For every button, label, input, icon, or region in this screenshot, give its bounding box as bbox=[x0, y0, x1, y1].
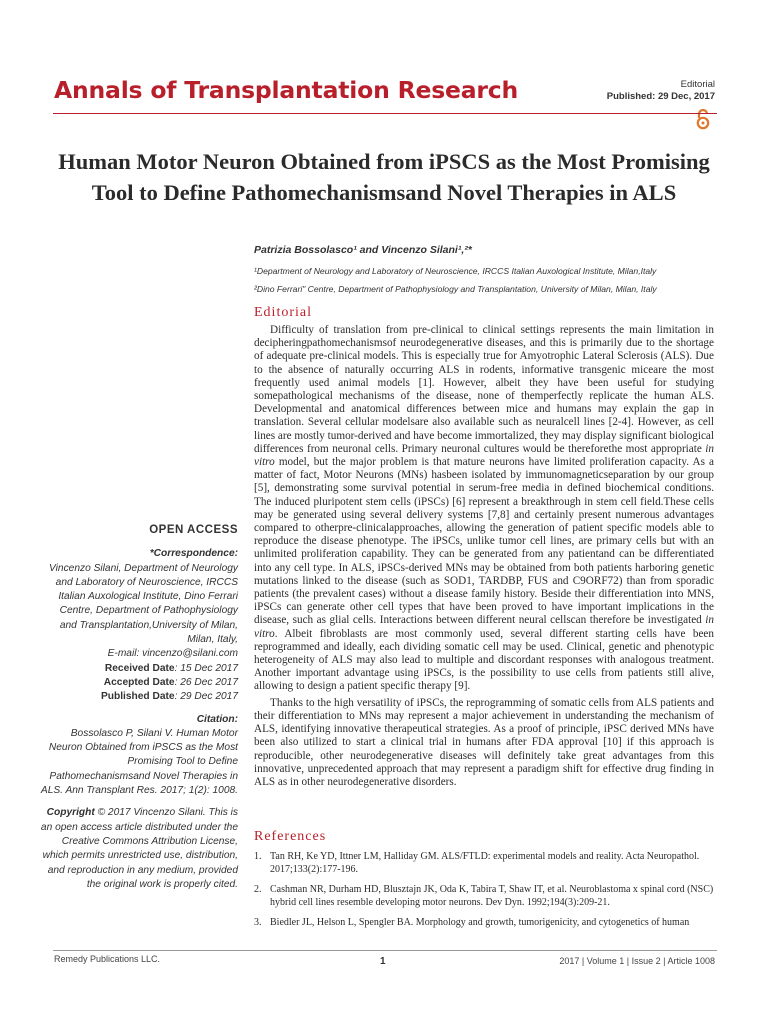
copyright bbox=[40, 806, 238, 892]
received-value: : 15 Dec 2017 bbox=[174, 662, 238, 674]
received-date bbox=[40, 662, 238, 676]
article-type: Editorial bbox=[680, 79, 715, 90]
published-label: Published Date bbox=[100, 691, 175, 703]
affiliation-2: ²Dino Ferrari" Centre, Department of Pathophysiology and Transplantation, University of Milan, Milan, Italy bbox=[254, 284, 657, 294]
citation-text: Bossolasco P, Silani V. Human Motor Neuron Obtained from iPSCS as the Most Promising Tool to Define Pathomechanismsand Novel Therapies in ALS. Ann Transplant Res. 2017; 1(2): 1008. bbox=[40, 727, 238, 797]
reference-text: Cashman NR, Durham HD, Blusztajn JK, Oda K, Tabira T, Shaw IT, et al. Neuroblastoma x spinal cord (NSC) hybrid cell lines resemble developing motor neurons. Dev Dyn. 1992;194(3):209-21. bbox=[270, 884, 714, 908]
authors: Patrizia Bossolasco¹ and Vincenzo Silani¹,²* bbox=[254, 244, 472, 256]
article-sidebar bbox=[40, 523, 238, 892]
article-title: Human Motor Neuron Obtained from iPSCS as the Most Promising Tool to Define Pathomechanismsand Novel Therapies in ALS bbox=[58, 149, 710, 205]
footer-rule bbox=[53, 950, 717, 951]
copyright-text: © 2017 Vincenzo Silani. This is an open access article distributed under the Creative Commons Attribution License, which permits unrestricted use, distribution, and reproduction in any medium, provided the original work is properly cited. bbox=[40, 807, 238, 890]
section-heading-editorial: Editorial bbox=[254, 305, 312, 320]
copyright-label: Copyright bbox=[46, 807, 95, 819]
section-heading-references: References bbox=[254, 829, 327, 844]
reference-number: 3. bbox=[254, 917, 262, 928]
reference-item bbox=[254, 884, 714, 909]
correspondence-label: *Correspondence: bbox=[149, 548, 238, 560]
accepted-value: : 26 Dec 2017 bbox=[174, 676, 238, 688]
publisher: Remedy Publications LLC. bbox=[54, 954, 161, 964]
accepted-label: Accepted Date bbox=[103, 676, 175, 688]
email: E-mail: vincenzo@silani.com bbox=[107, 648, 238, 660]
published-date-sidebar bbox=[40, 690, 238, 704]
header-rule bbox=[53, 113, 717, 114]
open-access-lock-icon bbox=[695, 108, 711, 130]
spacer bbox=[40, 798, 238, 806]
reference-text: Tan RH, Ke YD, Ittner LM, Halliday GM. ALS/FTLD: experimental models and reality. Acta Neuropathol. 2017;133(2):177-196. bbox=[270, 851, 700, 875]
open-access-label: OPEN ACCESS bbox=[149, 524, 238, 536]
published-value: : 29 Dec 2017 bbox=[174, 691, 238, 703]
spacer bbox=[40, 705, 238, 713]
reference-item bbox=[254, 917, 714, 930]
article-body bbox=[254, 324, 714, 792]
text-run: model, but the major problem is that mature neurons have limited proliferation capacity. As a matter of fact, Motor Neurons (MNs) hasbeen isolated by immunomagneticseparation by our group [5], demonstrating some survival potential in serum-free media in defined biochemical conditions. The induced pluripotent stem cells (iPSCs) [6] represent a breakthrough in stem cell field.These cells may be generated using several delivery systems [7,8] and certainly present numerous advantages compared to otherpre-clinicalapproaches, allowing the generation of patient specific models able to reproduce the disease phenotype. The iPSCs, unlike tumor cell lines, are primary cells but with an unlimited proliferation capability. They can be generated from any patientand can be differentiated into any cell type. In ALS, iPSCs-derived MNs may be obtained from both patients harboring genetic mutations linked to the disease (such as SOD1, TARDBP, FUS and C9ORF72) than from sporadic patients (the prevalent cases) without a disease family history. Beside their differentiation into MNS, iPSCs can generate other cell types that have been proved to have important implications in the disease, such as glial cells. Interactions between different neural cellscan therefore be investigated bbox=[254, 456, 714, 627]
published-date: Published: 29 Dec, 2017 bbox=[606, 91, 715, 102]
reference-text: Biedler JL, Helson L, Spengler BA. Morphology and growth, tumorigenicity, and cytogenetics of human bbox=[270, 917, 690, 928]
paragraph-2: Thanks to the high versatility of iPSCs, the reprogramming of somatic cells from ALS patients and their differentiation to MNs may represent a major achievement in understanding the mechanism of ALS, identifying innovative therapeutical strategies. As a proof of principle, iPSC derived MNs have been also utilized to start a clinical trial in humans after FDA approval [10] if this approach is reproducible, other neurodegenerative diseases will definitely take great advantages from this innovative, unprecedented approach that may represent a paradigm shift for effective drug finding in ALS as in other neurodegenerative disorders. bbox=[254, 696, 714, 788]
page-number: 1 bbox=[380, 956, 386, 967]
reference-item bbox=[254, 851, 714, 876]
paragraph-1 bbox=[254, 324, 714, 694]
reference-number: 1. bbox=[254, 851, 262, 862]
italic-run: in vitro bbox=[254, 614, 714, 640]
journal-title: Annals of Transplantation Research bbox=[54, 76, 519, 104]
text-run: . Albeit fibroblasts are most commonly used, several different starting cells have been reprogrammed and ideally, each dividing somatic cell may be used. Clinical, genetic and phenotypic heterogeneity of ALS may also lead to multiple and discordant responses with analogous treatment. Another important advantage using iPSCs, is the possibility to use cells from patients still alive, allowing to design a patient specific therapy [9]. bbox=[254, 627, 714, 693]
received-label: Received Date bbox=[104, 662, 175, 674]
correspondence-text: Vincenzo Silani, Department of Neurology and Laboratory of Neuroscience, IRCCS Italian Auxological Institute, Dino Ferrari Centre, Department of Pathophysiology and Transplantation,University of Milan, Milan, Italy, bbox=[49, 562, 238, 646]
citation-label: Citation: bbox=[196, 713, 238, 725]
reference-number: 2. bbox=[254, 884, 262, 895]
issue-info: 2017 | Volume 1 | Issue 2 | Article 1008 bbox=[559, 956, 715, 966]
italic-run: in vitro bbox=[254, 442, 714, 469]
accepted-date bbox=[40, 676, 238, 690]
reference-list bbox=[254, 851, 714, 938]
affiliation-1: ¹Department of Neurology and Laboratory of Neuroscience, IRCCS Italian Auxological Institute, Milan,Italy bbox=[254, 266, 657, 276]
text-run: Difficulty of translation from pre-clinical to clinical settings represents the main limitation in decipheringpathomechanismsof neurodegenerative diseases, and this is primarily due to the shortage of adequate pre-clinical models. This is especially true for Amyotrophic Lateral Sclerosis (ALS). Due to the absence of naturally occurring ALS in rodents, informative transgenic miceare the most frequently used animal models [1]. However, albeit they have been useful for studying somepathological mechanisms of the disease, none of themperfectly replicate the human ALS. Developmental and anatomical differences between mice and humans may explain the gap in translation. Several cellular modelsare also available such as neuralcell lines [2-4]. However, as cell lines are mostly tumor-derived and have become immortalized, they may display significant biological differences from neuronal cells. Primary neuronal cultures would be thereforethe most appropriate bbox=[254, 324, 714, 455]
